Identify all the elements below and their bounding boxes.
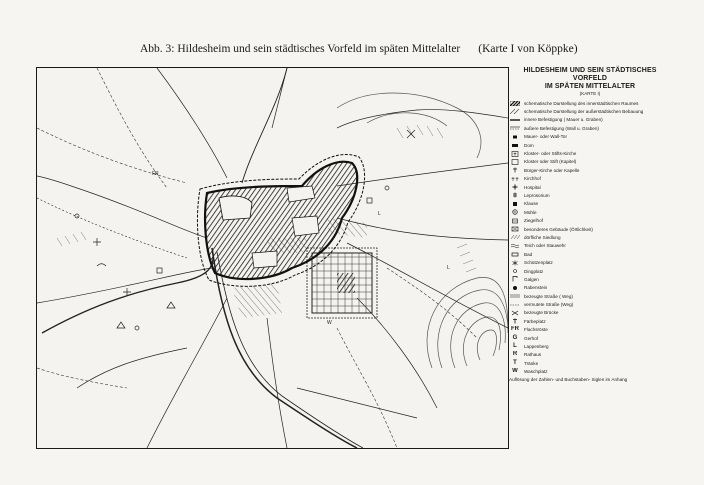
map-label-w: W (327, 320, 332, 326)
legend-item (509, 292, 671, 300)
map-label-l: L (378, 211, 381, 217)
legend-symbol-icon (509, 175, 521, 182)
legend-item (509, 300, 671, 308)
legend-label: vermutete Straße (Weg) (524, 302, 574, 308)
legend-item (509, 124, 671, 132)
legend-symbol-icon (509, 116, 521, 123)
legend-item (509, 175, 671, 183)
legend-label: Flachsröste (524, 327, 548, 333)
legend-item (509, 133, 671, 141)
legend-symbol-icon (509, 268, 521, 275)
southern-suburb (307, 248, 377, 318)
legend-symbol-icon (509, 133, 521, 140)
legend-item (509, 284, 671, 292)
map-legend (509, 67, 671, 447)
legend-symbol-icon (509, 184, 521, 191)
legend-title-2: IM SPÄTEN MITTELALTER (544, 83, 636, 90)
legend-symbol-icon (509, 100, 521, 107)
legend-label: Tränke (524, 360, 539, 366)
caption-text: Abb. 3: Hildesheim und sein städtisches Vorfeld im späten Mittelalter (140, 43, 461, 55)
legend-label: bezeugte Brücke (524, 310, 559, 316)
legend-symbol-icon (509, 108, 521, 115)
legend-label: Mühle (524, 209, 537, 215)
legend-label: Rabenstein (524, 285, 548, 291)
legend-item (509, 99, 671, 107)
legend-label: Teich oder Stauwehr (524, 243, 566, 249)
map-drawing (37, 68, 508, 448)
legend-symbol-icon (509, 192, 521, 199)
legend-item (509, 141, 671, 149)
legend-label: Dom (524, 142, 534, 148)
legend-label: Mauer- oder Wall-Tor (524, 134, 567, 140)
legend-label: äußere Befestigung (Wall u. Graben) (524, 125, 599, 131)
legend-symbol-icon (509, 200, 521, 207)
legend-label: Leprosorium (524, 192, 550, 198)
legend-symbol-icon (509, 301, 521, 308)
legend-symbol-icon (509, 167, 521, 174)
legend-label: bezeugte Straße ( Weg) (524, 293, 573, 299)
legend-label: Bürger-Kirche oder Kapelle (524, 167, 580, 173)
legend-symbol-icon: FR (511, 326, 519, 333)
legend-item (509, 351, 671, 359)
legend-list (509, 99, 671, 376)
legend-title-1: HILDESHEIM UND SEIN STÄDTISCHES VORFELD (523, 67, 657, 82)
legend-symbol-icon (509, 125, 521, 132)
legend-label: Gerhof (524, 335, 539, 341)
legend-symbol-icon (509, 276, 521, 283)
legend-symbol-icon (509, 251, 521, 258)
legend-item (509, 183, 671, 191)
legend-item (509, 258, 671, 266)
legend-symbol-icon (509, 293, 521, 300)
legend-item (509, 368, 671, 376)
legend-item (509, 225, 671, 233)
legend-item (509, 342, 671, 350)
legend-symbol-icon (509, 150, 521, 157)
legend-label: Waschplatz (524, 369, 548, 375)
legend-label: Färbeplatz (524, 318, 546, 324)
legend-symbol-icon (509, 242, 521, 249)
legend-label: Kloster oder Stift (Kapitel) (524, 159, 577, 165)
legend-item (509, 166, 671, 174)
legend-label: besonderes Gebäude (Örtlichkeit) (524, 226, 593, 232)
legend-label: schematische Darstellung der außerstädtischen Bebauung (524, 109, 644, 115)
legend-label: Schützenplatz (524, 260, 553, 266)
legend-symbol-icon (509, 226, 521, 233)
legend-item (509, 158, 671, 166)
legend-item (509, 200, 671, 208)
legend-label: innere Befestigung ( Mauer u. Graben) (524, 117, 603, 123)
map-label-l-2: L (447, 265, 450, 271)
historical-map (36, 67, 509, 449)
legend-item (509, 334, 671, 342)
legend-label: Klause (524, 201, 539, 207)
legend-label: schematische Darstellung des innerstädtischen Raumes (524, 100, 639, 106)
legend-item (509, 233, 671, 241)
legend-label: Ziegelhof (524, 218, 543, 224)
legend-label: Bad (524, 251, 533, 257)
legend-label: Kloster- oder Stifts-Kirche (524, 151, 577, 157)
legend-item (509, 275, 671, 283)
caption-credit: (Karte I von Köppke) (478, 43, 578, 55)
legend-item (509, 191, 671, 199)
legend-symbol-icon: R (512, 351, 518, 358)
figure-caption (140, 43, 578, 55)
legend-label: Lappenberg (524, 344, 549, 350)
legend-item (509, 309, 671, 317)
legend-label: dörfliche Siedlung (524, 234, 561, 240)
legend-item (509, 242, 671, 250)
legend-item (509, 208, 671, 216)
legend-item (509, 149, 671, 157)
legend-item (509, 317, 671, 325)
legend-symbol-icon: L (513, 343, 517, 350)
legend-symbol-icon (509, 158, 521, 165)
legend-item (509, 326, 671, 334)
legend-symbol-icon: T (513, 359, 517, 366)
legend-item (509, 216, 671, 224)
legend-item (509, 116, 671, 124)
legend-symbol-icon (509, 209, 521, 216)
legend-symbol-icon (509, 217, 521, 224)
legend-symbol-icon: G (512, 334, 518, 341)
legend-symbol-icon: W (512, 368, 518, 375)
legend-label: Galgen (524, 276, 539, 282)
legend-symbol-icon (509, 142, 521, 149)
map-label-fr: FR (152, 171, 159, 177)
legend-symbol-icon (509, 234, 521, 241)
legend-item (509, 250, 671, 258)
legend-label: Kirchhof (524, 176, 541, 182)
legend-label: Rathaus (524, 352, 542, 358)
legend-symbol-icon (509, 259, 521, 266)
legend-item (509, 267, 671, 275)
legend-label: Dingplatz (524, 268, 544, 274)
legend-label: Hospital (524, 184, 541, 190)
legend-item (509, 359, 671, 367)
legend-symbol-icon (509, 284, 521, 291)
legend-note: Auflösung der Zahlen- und Buchstaben- Siglen im Anhang (509, 376, 628, 382)
legend-subtitle: (KARTE I) (579, 91, 601, 96)
legend-item (509, 107, 671, 115)
legend-symbol-icon (509, 318, 521, 325)
legend-symbol-icon (509, 309, 521, 316)
